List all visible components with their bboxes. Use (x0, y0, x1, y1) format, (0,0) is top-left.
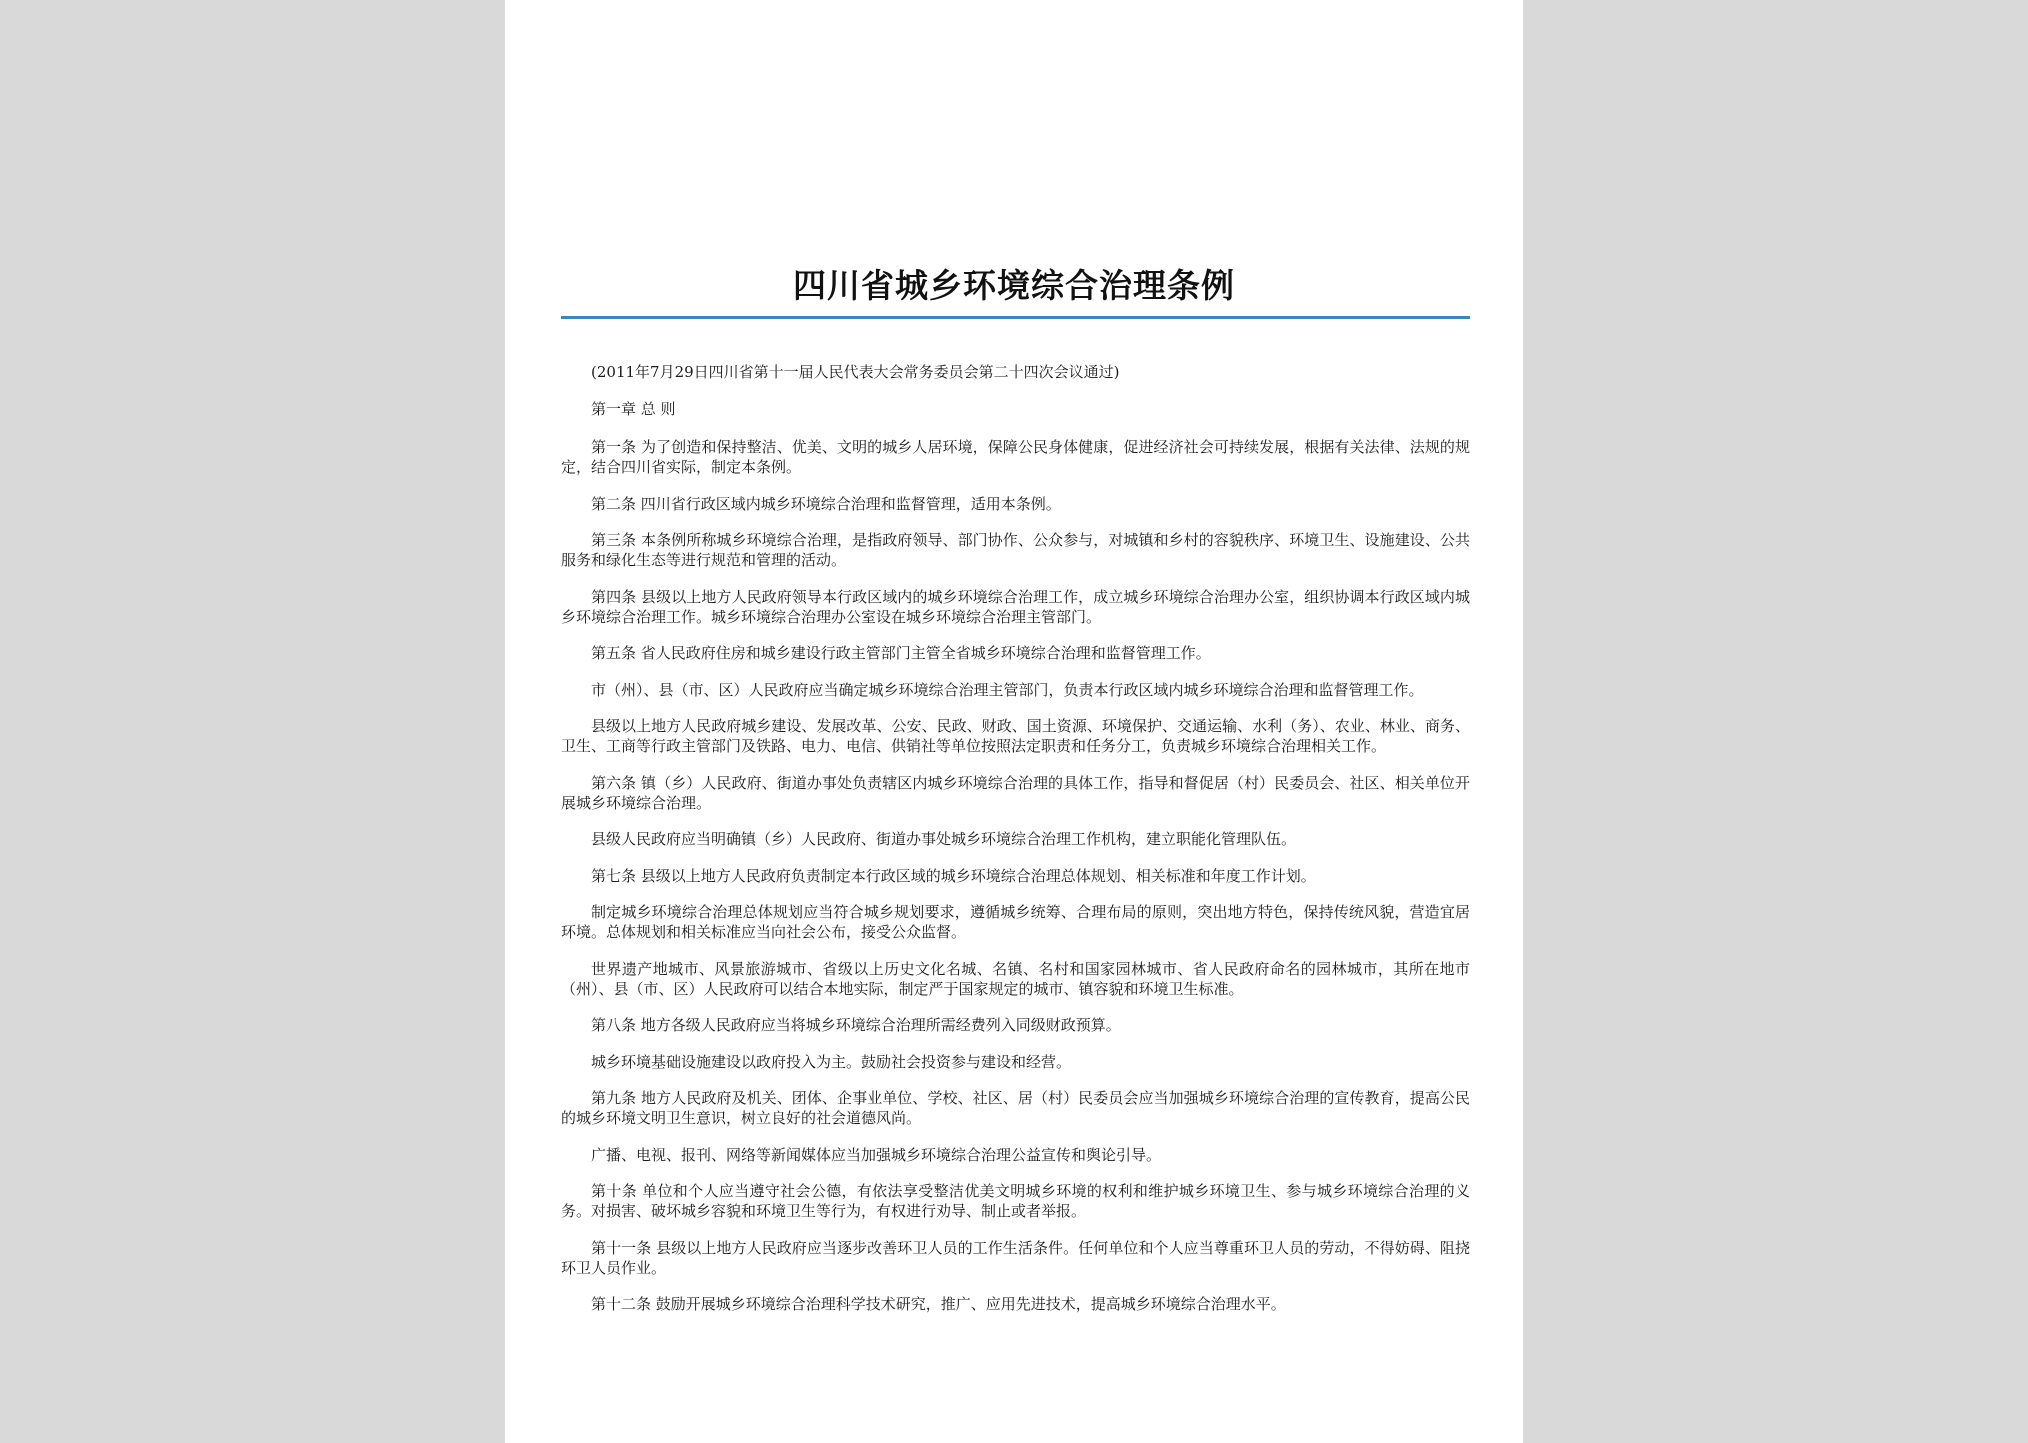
article-paragraph: 第十一条 县级以上地方人民政府应当逐步改善环卫人员的工作生活条件。任何单位和个人应当尊重环卫人员的劳动，不得妨碍、阻挠环卫人员作业。 (561, 1238, 1470, 1277)
document-page (505, 0, 1523, 1443)
article-paragraph: 世界遗产地城市、风景旅游城市、省级以上历史文化名城、名镇、名村和国家园林城市、省人民政府命名的园林城市，其所在地市（州）、县（市、区）人民政府可以结合本地实际，制定严于国家规定的城市、镇容貌和环境卫生标准。 (561, 959, 1470, 998)
article-paragraph: 第四条 县级以上地方人民政府领导本行政区域内的城乡环境综合治理工作，成立城乡环境综合治理办公室，组织协调本行政区域内城乡环境综合治理工作。城乡环境综合治理办公室设在城乡环境综合治理主管部门。 (561, 587, 1470, 626)
article-paragraph: 第十二条 鼓励开展城乡环境综合治理科学技术研究，推广、应用先进技术，提高城乡环境综合治理水平。 (591, 1295, 1286, 1313)
article-paragraph: 县级人民政府应当明确镇（乡）人民政府、街道办事处城乡环境综合治理工作机构，建立职能化管理队伍。 (591, 830, 1297, 848)
article-paragraph: 广播、电视、报刊、网络等新闻媒体应当加强城乡环境综合治理公益宣传和舆论引导。 (591, 1145, 1162, 1164)
adoption-note: (2011年7月29日四川省第十一届人民代表大会常务委员会第二十四次会议通过) (591, 363, 1120, 381)
article-paragraph: 第六条 镇（乡）人民政府、街道办事处负责辖区内城乡环境综合治理的具体工作，指导和督促居（村）民委员会、社区、相关单位开展城乡环境综合治理。 (561, 773, 1470, 812)
article-paragraph: 第五条 省人民政府住房和城乡建设行政主管部门主管全省城乡环境综合治理和监督管理工作。 (591, 644, 1211, 662)
article-paragraph: 制定城乡环境综合治理总体规划应当符合城乡规划要求，遵循城乡统筹、合理布局的原则，突出地方特色，保持传统风貌，营造宜居环境。总体规划和相关标准应当向社会公布，接受公众监督。 (561, 903, 1470, 941)
article-paragraph: 市（州）、县（市、区）人民政府应当确定城乡环境综合治理主管部门，负责本行政区域内城乡环境综合治理和监督管理工作。 (591, 680, 1424, 699)
article-paragraph: 第二条 四川省行政区域内城乡环境综合治理和监督管理，适用本条例。 (591, 494, 1061, 513)
article-paragraph: 第一条 为了创造和保持整洁、优美、文明的城乡人居环境，保障公民身体健康，促进经济社会可持续发展，根据有关法律、法规的规定，结合四川省实际，制定本条例。 (561, 438, 1470, 476)
article-paragraph: 第十条 单位和个人应当遵守社会公德，有依法享受整洁优美文明城乡环境的权利和维护城乡环境卫生、参与城乡环境综合治理的义务。对损害、破坏城乡容貌和环境卫生等行为，有权进行劝导、制止或者举报。 (561, 1182, 1470, 1220)
chapter-heading: 第一章 总 则 (591, 400, 676, 418)
document-title: 四川省城乡环境综合治理条例 (793, 266, 1235, 305)
article-paragraph: 第七条 县级以上地方人民政府负责制定本行政区域的城乡环境综合治理总体规划、相关标准和年度工作计划。 (591, 866, 1316, 885)
title-divider (561, 316, 1470, 319)
article-paragraph: 第三条 本条例所称城乡环境综合治理，是指政府领导、部门协作、公众参与，对城镇和乡村的容貌秩序、环境卫生、设施建设、公共服务和绿化生态等进行规范和管理的活动。 (561, 531, 1470, 569)
article-paragraph: 第九条 地方人民政府及机关、团体、企事业单位、学校、社区、居（村）民委员会应当加强城乡环境综合治理的宣传教育，提高公民的城乡环境文明卫生意识，树立良好的社会道德风尚。 (561, 1089, 1470, 1127)
article-paragraph: 县级以上地方人民政府城乡建设、发展改革、公安、民政、财政、国土资源、环境保护、交通运输、水利（务）、农业、林业、商务、卫生、工商等行政主管部门及铁路、电力、电信、供销社等单位按照法定职责和任务分工，负责城乡环境综合治理相关工作。 (561, 717, 1470, 755)
document-body (561, 362, 1470, 1331)
article-paragraph: 第八条 地方各级人民政府应当将城乡环境综合治理所需经费列入同级财政预算。 (591, 1016, 1121, 1034)
article-paragraph: 城乡环境基础设施建设以政府投入为主。鼓励社会投资参与建设和经营。 (591, 1052, 1072, 1071)
